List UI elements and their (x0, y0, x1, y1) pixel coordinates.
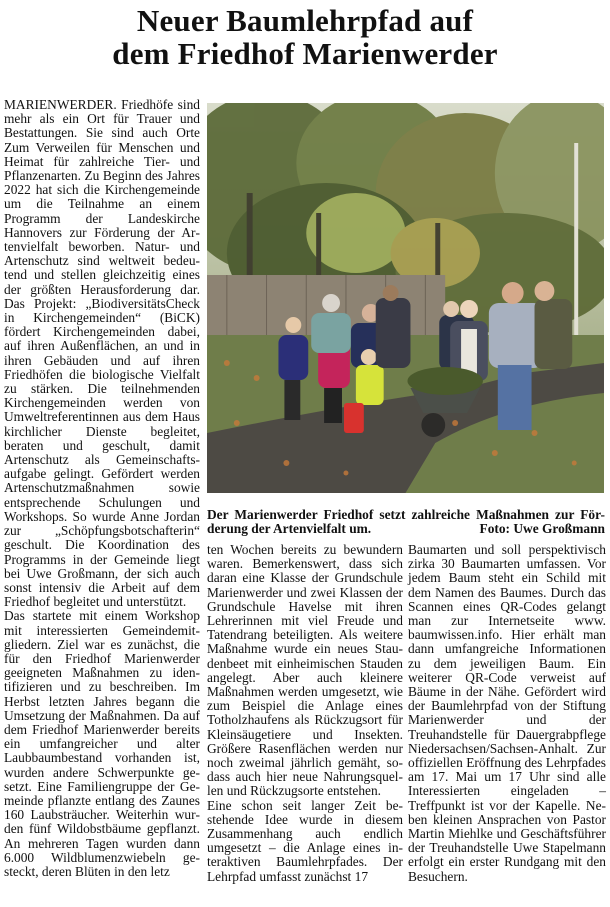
article-column-2 (207, 543, 403, 884)
photo-scene (207, 103, 604, 493)
photo-credit: Foto: Uwe Großmann (479, 521, 605, 537)
paragraph: Eine schon seit langer Zeit bestehende Idee wurde in diesem Zusammenhang auch endlich umgesetzt – die Anlage eines interaktiven Baumlehrpfades. Der Lehrpfad umfasst zunächst 17 (207, 797, 403, 884)
caption-line-2: derung der Artenvielfalt um. (207, 521, 372, 537)
headline-line-2: dem Friedhof Marienwerder (112, 36, 498, 71)
caption-line-1: Der Marienwerder Friedhof setzt zahlreiche Maßnahmen zur För- (207, 507, 605, 522)
article-column-1 (4, 98, 200, 879)
paragraph: ten Wochen bereits zu bewundern waren. Bemerkenswert, dass sich daran eine Klasse der Grundschule Marienwerder und zwei Klassen der Grundschule Havelse mit ihren Lehrerinnen mit viel Freude und Tatendrang beteiligten. Als weitere Maßnahme wurde ein neues Staudenbeet mit einheimischen Stauden angelegt. Aber auch kleinere Maßnahmen werden umgesetzt, wie zum Beispiel die Anlage eines Totholzhaufens als Rückzugsort für Kleinsäugetiere und Insekten. Größere Rasenflächen werden nur noch zweimal jährlich gemäht, sodass auch hier neue Nahrungsquellen und Rückzugsorte entstehen. (207, 542, 403, 799)
paragraph: Das startete mit einem Workshop mit interessierten Gemeindemitgliedern. Ziel war es zunächst, die für den Friedhof Marienwerder geeigneten Maßnahmen zu identifizieren und zu beschreiben. Im Herbst letzten Jahres begann die Umsetzung der Maßnahmen. Da auf dem Friedhof Marienwerder bereits ein umfangreicher und alter Laubbaumbestand vorhanden ist, wurden andere Schwerpunkte gesetzt. Eine Familiengruppe der Gemeinde pflanzte entlang des Zaunes 160 Laubsträucher. Weiterhin wurden fünf Wildobstbäume gepflanzt. An mehreren Tagen wurden dann 6.000 Wildblumenzwiebeln gesteckt, deren Blüten in den letz (4, 608, 200, 879)
paragraph: Baumarten und soll perspektivisch zirka 30 Baumarten umfassen. Vor jedem Baum steht ein Schild mit dem Namen des Baumes. Durch das Scannen eines QR-Codes gelangt man zur Internetseite www. baumwissen.info. Hier erhält man dann umfangreiche Informationen zu dem jeweiligen Baum. Ein weiterer QR-Code verweist auf Bäume in der Nähe. Gefördert wird der Baumlehrpfad von der Stiftung Marienwerder und der Treuhandstelle für Dauergrabpflege Niedersachsen/Sachsen-Anhalt. Zur offiziellen Eröffnung des Lehrpfades am 17. Mai um 17 Uhr sind alle Interessierten eingeladen – Treffpunkt ist vor der Kapelle. Neben kleinen Ansprachen von Pastor Martin Miehlke und Geschäftsführer der Treuhandstelle Uwe Stapelmann erfolgt ein erster Rundgang mit den Besuchern. (408, 542, 606, 884)
article-column-3 (408, 543, 606, 884)
paragraph: MARIENWERDER. Friedhöfe sind mehr als ein Ort für Trauer und Bestattungen. Sie sind auch Orte Zum Verweilen für Menschen und Heimat für zahlreiche Tier- und Pflanzenarten. Zu Beginn des Jahres 2022 hat sich die Kirchengemeinde um die Teilnahme an einem Programm der Landeskirche Hannovers zur Förderung der Artenvielfalt beworben. Natur- und Artenschutz sind weltweit bedeutend und stellen gleichzeitig eines der größten Herausforderung dar. Das Projekt: „BiodiversitätsCheck in Kirchengemeinden“ (BiCK) fördert Kirchengemeinden dabei, auf ihren Außenflächen, an und in ihren Gebäuden und auf ihren Friedhöfen die biologische Vielfalt zu stärken. Die teilnehmenden Kirchengemeinden werden von Umweltreferentinnen aus dem Haus kirchlicher Dienste begleitet, beraten und geschult, damit Artenschutz als Gemeinschaftsaufgabe gelingt. Gefördert werden Artenschutzmaßnahmen sowie entsprechende Schulungen und Workshops. So wurde Anne Jordan zur „Schöpfungsbotschafterin“ geschult. Die Koordination des Programms in der Gemeinde liegt bei Uwe Großmann, der sich auch sonst intensiv die Arbeit auf dem Friedhof begleitet und unterstützt. (4, 97, 200, 610)
article-photo (207, 103, 604, 493)
headline (0, 4, 610, 70)
photo-caption (207, 508, 605, 536)
headline-line-1: Neuer Baumlehrpfad auf (136, 3, 474, 38)
caption-line-2-row (207, 522, 605, 536)
